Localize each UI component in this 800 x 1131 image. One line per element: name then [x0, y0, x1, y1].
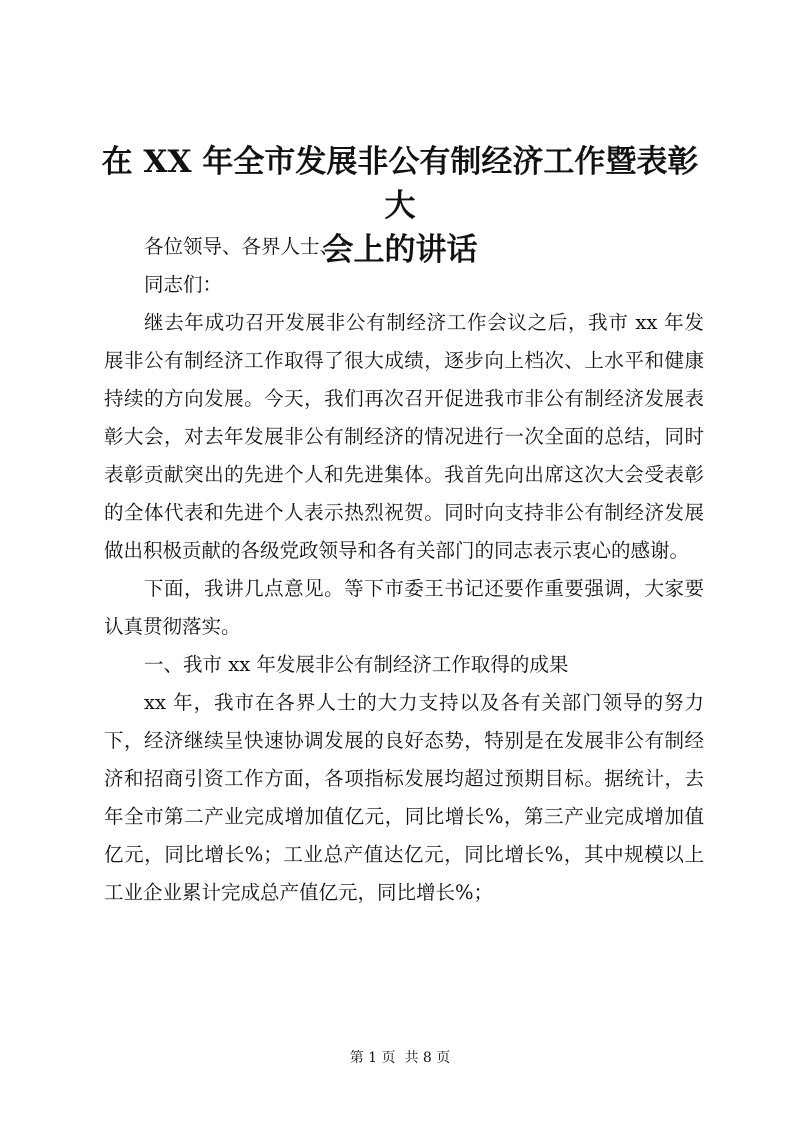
body-paragraph: 下面，我讲几点意见。等下市委王书记还要作重要强调，大家要认真贯彻落实。	[104, 577, 704, 638]
page-footer	[0, 1048, 800, 1068]
document-body	[104, 228, 704, 912]
title-line-2: 会上的讲话	[322, 232, 478, 268]
title-line-1: 在 XX 年全市发展非公有制经济工作暨表彰大	[101, 144, 699, 224]
body-paragraph: 继去年成功召开发展非公有制经济工作会议之后，我市 xx 年发展非公有制经济工作取得了很大成绩，逐步向上档次、上水平和健康持续的方向发展。今天，我们再次召开促进我市非公有制经济发展表彰大会，对去年发展非公有制经济的情况进行一次全面的总结，同时表彰贡献突出的先进个人和先进集体。我首先向出席这次大会受表彰的全体代表和先进个人表示热烈祝贺。同时向支持非公有制经济发展做出积极贡献的各级党政领导和各有关部门的同志表示衷心的感谢。	[104, 311, 704, 562]
body-paragraph: xx 年，我市在各界人士的大力支持以及各有关部门领导的努力下，经济继续呈快速协调发展的良好态势，特别是在发展非公有制经济和招商引资工作方面，各项指标发展均超过预期目标。据统计，去年全市第二产业完成增加值亿元，同比增长%，第三产业完成增加值亿元，同比增长%；工业总产值达亿元，同比增长%，其中规模以上工业企业累计完成总产值亿元，同比增长%；	[104, 691, 704, 904]
salutation-paragraph: 同志们：	[144, 273, 223, 296]
salutation-paragraph: 各位领导、各界人士、	[144, 235, 340, 258]
section-heading: 一、我市 xx 年发展非公有制经济工作取得的成果	[144, 653, 569, 676]
page-number: 第 1 页 共 8 页	[349, 1050, 451, 1066]
